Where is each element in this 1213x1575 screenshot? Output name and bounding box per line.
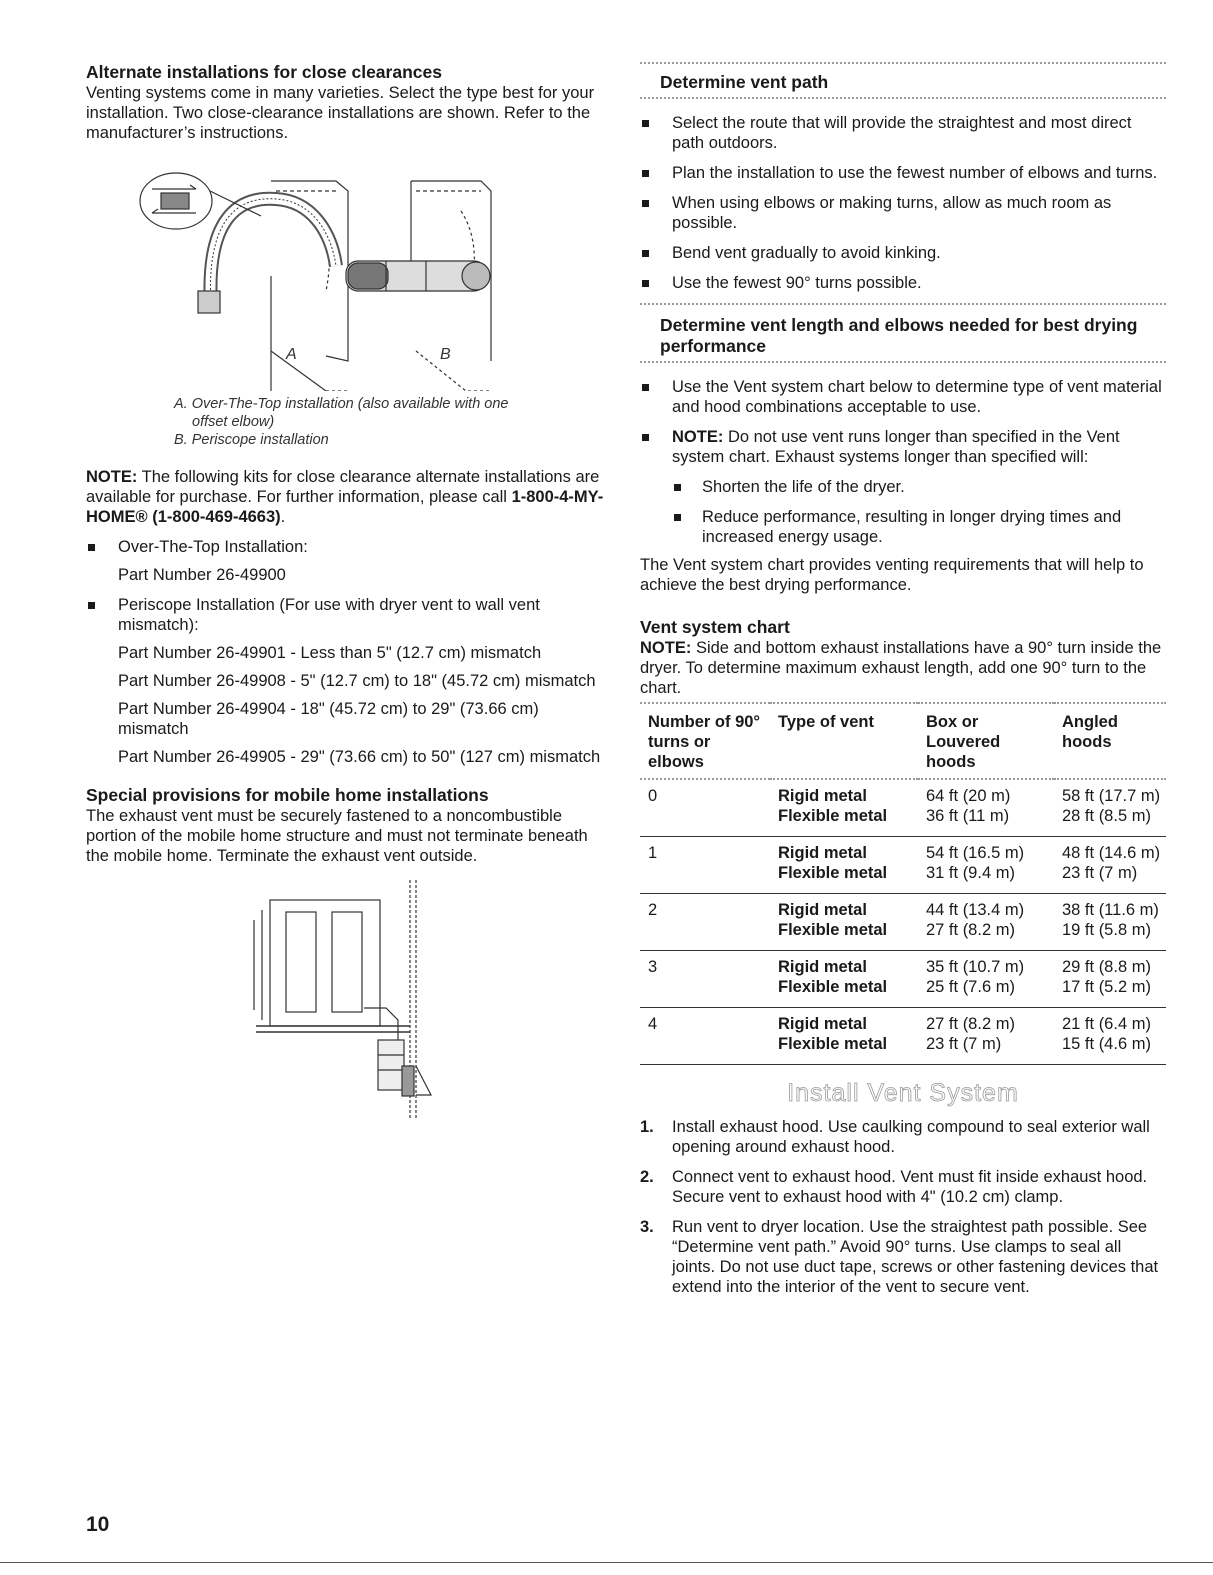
kit-over-the-top bbox=[86, 537, 608, 585]
kits-note bbox=[86, 467, 608, 527]
box-flex-value: 36 ft (11 m) bbox=[926, 807, 1010, 825]
rigid-label: Rigid metal bbox=[778, 787, 867, 805]
mobile-home-illustration bbox=[86, 880, 608, 1120]
vent-length-sublist bbox=[672, 477, 1166, 547]
vent-chart-note-text: Side and bottom exhaust installations have a 90° turn inside the dryer. To determine maximum exhaust length, add one 90° turn to the chart. bbox=[640, 639, 1162, 697]
kits-note-label: NOTE: bbox=[86, 468, 138, 486]
step-number: 2. bbox=[640, 1168, 654, 1186]
figure-label-b: B bbox=[440, 346, 451, 363]
install-step bbox=[640, 1117, 1166, 1157]
vent-chart-note bbox=[640, 638, 1166, 698]
kit1-part: Part Number 26-49900 bbox=[118, 566, 286, 584]
vent-length-note-label: NOTE: bbox=[672, 428, 724, 446]
kit1-label: Over-The-Top Installation: bbox=[118, 538, 308, 556]
section-divider bbox=[640, 62, 1166, 66]
box-hood-cell bbox=[918, 779, 1054, 837]
angled-flex-value: 23 ft (7 m) bbox=[1062, 864, 1138, 882]
turns-cell: 1 bbox=[648, 844, 658, 862]
kits-note-end: . bbox=[280, 508, 286, 526]
table-header-row bbox=[640, 703, 1166, 779]
caption-b: B. Periscope installation bbox=[174, 432, 329, 448]
vent-length-note-text: Do not use vent runs longer than specified in the Vent system chart. Exhaust systems longer than specified will: bbox=[672, 428, 1120, 466]
angled-hood-cell bbox=[1054, 951, 1166, 1008]
angled-flex-value: 28 ft (8.5 m) bbox=[1062, 807, 1151, 825]
kit2-label: Periscope Installation (For use with dryer vent to wall vent mismatch): bbox=[118, 596, 540, 634]
kits-note-text: The following kits for close clearance alternate installations are available for purchase. For further information, please call bbox=[86, 468, 600, 506]
section-divider bbox=[640, 97, 1166, 101]
rigid-label: Rigid metal bbox=[778, 844, 867, 862]
vent-path-item: Use the fewest 90° turns possible. bbox=[640, 273, 1166, 293]
vent-path-list bbox=[640, 113, 1166, 293]
col-header-type: Type of vent bbox=[778, 713, 874, 731]
table-row bbox=[640, 951, 1166, 1008]
caption-a-line1: A. Over-The-Top installation (also available with one bbox=[174, 396, 509, 412]
table-row bbox=[640, 837, 1166, 894]
box-hood-cell bbox=[918, 837, 1054, 894]
angled-rigid-value: 58 ft (17.7 m) bbox=[1062, 787, 1161, 805]
flex-label: Flexible metal bbox=[778, 978, 888, 996]
angled-flex-value: 15 ft (4.6 m) bbox=[1062, 1035, 1151, 1053]
caption-a-line2: offset elbow) bbox=[192, 414, 275, 430]
box-flex-value: 27 ft (8.2 m) bbox=[926, 921, 1015, 939]
flex-label: Flexible metal bbox=[778, 921, 888, 939]
vent-type-cell bbox=[770, 951, 918, 1008]
figure-caption bbox=[174, 395, 608, 449]
angled-hood-cell bbox=[1054, 894, 1166, 951]
table-row bbox=[640, 1008, 1166, 1065]
section-divider bbox=[640, 361, 1166, 365]
step-number: 1. bbox=[640, 1118, 654, 1136]
install-step bbox=[640, 1217, 1166, 1297]
vent-length-subitem: Shorten the life of the dryer. bbox=[672, 477, 1166, 497]
box-flex-value: 23 ft (7 m) bbox=[926, 1035, 1002, 1053]
angled-rigid-value: 38 ft (11.6 m) bbox=[1062, 901, 1159, 919]
rigid-label: Rigid metal bbox=[778, 1015, 867, 1033]
angled-flex-value: 19 ft (5.8 m) bbox=[1062, 921, 1151, 939]
vent-path-item: Plan the installation to use the fewest number of elbows and turns. bbox=[640, 163, 1166, 183]
vent-path-item: Select the route that will provide the straightest and most direct path outdoors. bbox=[640, 113, 1166, 153]
col-header-angled: Angled hoods bbox=[1062, 713, 1118, 751]
vent-chart-heading: Vent system chart bbox=[640, 617, 790, 637]
kits-list bbox=[86, 537, 608, 767]
kit-periscope bbox=[86, 595, 608, 767]
vent-path-item: Bend vent gradually to avoid kinking. bbox=[640, 243, 1166, 263]
left-column bbox=[86, 62, 608, 1120]
section-divider bbox=[640, 303, 1166, 307]
rigid-label: Rigid metal bbox=[778, 958, 867, 976]
kit2-part: Part Number 26-49905 - 29" (73.66 cm) to 50" (127 cm) mismatch bbox=[118, 748, 601, 766]
page-number: 10 bbox=[86, 1513, 110, 1536]
turns-cell: 0 bbox=[648, 787, 658, 805]
box-hood-cell bbox=[918, 951, 1054, 1008]
vent-length-heading: Determine vent length and elbows needed for best drying performance bbox=[660, 315, 1138, 356]
angled-hood-cell bbox=[1054, 779, 1166, 837]
vent-chart-note-label: NOTE: bbox=[640, 639, 692, 657]
vent-length-note bbox=[640, 427, 1166, 547]
install-step bbox=[640, 1167, 1166, 1207]
box-rigid-value: 64 ft (20 m) bbox=[926, 787, 1011, 805]
vent-type-cell bbox=[770, 894, 918, 951]
vent-length-body: The Vent system chart provides venting requirements that will help to achieve the best drying performance. bbox=[640, 556, 1144, 594]
box-rigid-value: 44 ft (13.4 m) bbox=[926, 901, 1025, 919]
footer-rule bbox=[0, 1562, 1213, 1563]
turns-cell: 3 bbox=[648, 958, 658, 976]
vent-type-cell bbox=[770, 1008, 918, 1065]
vent-length-subitem: Reduce performance, resulting in longer drying times and increased energy usage. bbox=[672, 507, 1166, 547]
step-text: Connect vent to exhaust hood. Vent must fit inside exhaust hood. Secure vent to exhaust hood with 4" (10.2 cm) clamp. bbox=[672, 1168, 1148, 1206]
install-vent-heading: Install Vent System bbox=[787, 1079, 1019, 1107]
box-flex-value: 31 ft (9.4 m) bbox=[926, 864, 1015, 882]
box-rigid-value: 54 ft (16.5 m) bbox=[926, 844, 1025, 862]
flex-label: Flexible metal bbox=[778, 1035, 888, 1053]
flex-label: Flexible metal bbox=[778, 864, 888, 882]
mobile-home-body: The exhaust vent must be securely fastened to a noncombustible portion of the mobile home structure and must not terminate beneath the mobile home. Terminate the exhaust vent outside. bbox=[86, 807, 588, 865]
vent-path-item: When using elbows or making turns, allow as much room as possible. bbox=[640, 193, 1166, 233]
vent-type-cell bbox=[770, 837, 918, 894]
angled-rigid-value: 21 ft (6.4 m) bbox=[1062, 1015, 1151, 1033]
box-flex-value: 25 ft (7.6 m) bbox=[926, 978, 1015, 996]
angled-hood-cell bbox=[1054, 837, 1166, 894]
flex-label: Flexible metal bbox=[778, 807, 888, 825]
angled-flex-value: 17 ft (5.2 m) bbox=[1062, 978, 1151, 996]
kit2-part: Part Number 26-49904 - 18" (45.72 cm) to 29" (73.66 cm) mismatch bbox=[118, 700, 539, 738]
box-rigid-value: 27 ft (8.2 m) bbox=[926, 1015, 1015, 1033]
step-number: 3. bbox=[640, 1218, 654, 1236]
turns-cell: 2 bbox=[648, 901, 658, 919]
right-column bbox=[640, 62, 1166, 1307]
table-row bbox=[640, 779, 1166, 837]
phone-number[interactable]: 1-800-4-MY-HOME® (1-800-469-4663) bbox=[86, 488, 604, 526]
turns-cell: 4 bbox=[648, 1015, 658, 1033]
rigid-label: Rigid metal bbox=[778, 901, 867, 919]
col-header-box: Box or Louvered hoods bbox=[926, 713, 1001, 771]
step-text: Run vent to dryer location. Use the straightest path possible. See “Determine vent path.” Avoid 90° turns. Use clamps to seal all joints. Do not use duct tape, screws or other fastening devices that extend into the interior of the vent to secure vent. bbox=[672, 1218, 1159, 1296]
col-header-turns: Number of 90° turns or elbows bbox=[648, 713, 761, 771]
alt-install-heading: Alternate installations for close clearances bbox=[86, 62, 442, 82]
vent-type-cell bbox=[770, 779, 918, 837]
alt-install-body: Venting systems come in many varieties. Select the type best for your installation. Two close-clearance installations are shown. Refer to the manufacturer’s instructions. bbox=[86, 84, 595, 142]
kit2-part: Part Number 26-49901 - Less than 5" (12.7 cm) mismatch bbox=[118, 644, 542, 662]
vent-length-list bbox=[640, 377, 1166, 547]
kit2-part: Part Number 26-49908 - 5" (12.7 cm) to 18" (45.72 cm) mismatch bbox=[118, 672, 596, 690]
figure-label-a: A bbox=[286, 346, 297, 363]
angled-hood-cell bbox=[1054, 1008, 1166, 1065]
box-rigid-value: 35 ft (10.7 m) bbox=[926, 958, 1025, 976]
box-hood-cell bbox=[918, 1008, 1054, 1065]
vent-path-heading: Determine vent path bbox=[660, 72, 829, 92]
step-text: Install exhaust hood. Use caulking compound to seal exterior wall opening around exhaust hood. bbox=[672, 1118, 1150, 1156]
table-row bbox=[640, 894, 1166, 951]
install-steps bbox=[640, 1117, 1166, 1297]
vent-length-item: Use the Vent system chart below to determine type of vent material and hood combinations acceptable to use. bbox=[640, 377, 1166, 417]
angled-rigid-value: 48 ft (14.6 m) bbox=[1062, 844, 1161, 862]
angled-rigid-value: 29 ft (8.8 m) bbox=[1062, 958, 1151, 976]
vent-system-table bbox=[640, 702, 1166, 1065]
mobile-home-heading: Special provisions for mobile home installations bbox=[86, 785, 489, 805]
close-clearance-illustration bbox=[86, 151, 608, 391]
box-hood-cell bbox=[918, 894, 1054, 951]
